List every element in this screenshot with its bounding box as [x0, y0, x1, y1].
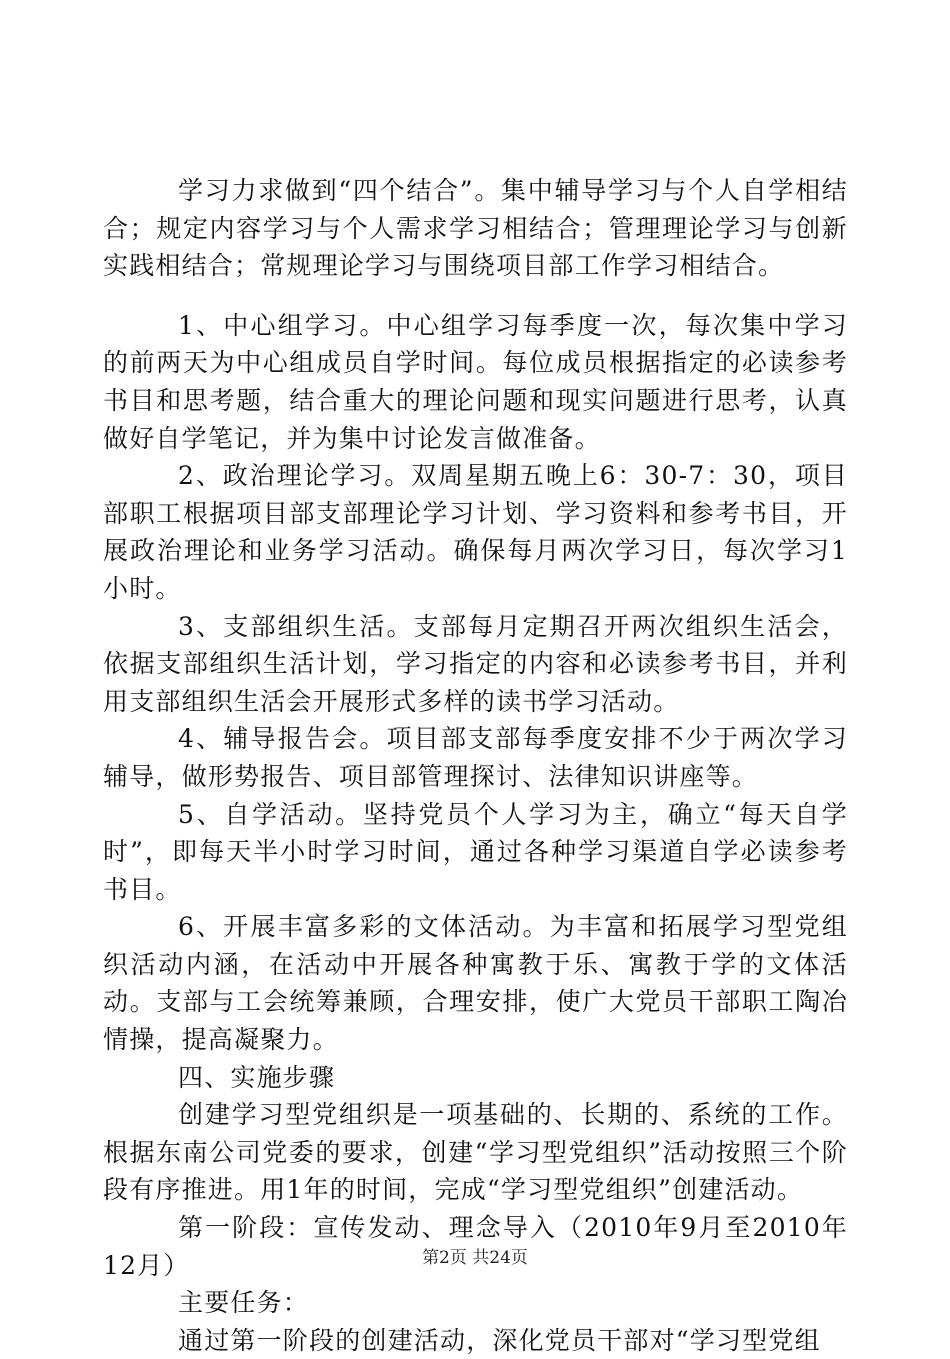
paragraph-phase-one-detail: 通过第一阶段的创建活动，深化党员干部对“学习型党组	[178, 1325, 821, 1355]
paragraph-phase-one: 第一阶段：宣传发动、理念导入（2010年9月至2010年12月）	[103, 1213, 848, 1280]
paragraph-item-6: 6、开展丰富多彩的文体活动。为丰富和拓展学习型党组织活动内涵，在活动中开展各种寓教于乐、寓教于学的文体活动。支部与工会统筹兼顾，合理安排，使广大党员干部职工陶冶情操，提高凝聚力。	[103, 912, 848, 1055]
paragraph-item-5: 5、自学活动。坚持党员个人学习为主，确立“每天自学时”，即每天半小时学习时间，通过各种学习渠道自学必读参考书目。	[103, 799, 848, 904]
paragraph-item-2: 2、政治理论学习。双周星期五晚上6：30-7：30，项目部职工根据项目部支部理论学习计划、学习资料和参考书目，开展政治理论和业务学习活动。确保每月两次学习日，每次学习1小时。	[103, 461, 848, 603]
paragraph-steps-intro: 创建学习型党组织是一项基础的、长期的、系统的工作。根据东南公司党委的要求，创建“学习型党组织”活动按照三个阶段有序推进。用1年的时间，完成“学习型党组织”创建活动。	[103, 1100, 848, 1205]
paragraph-item-1: 1、中心组学习。中心组学习每季度一次，每次集中学习的前两天为中心组成员自学时间。每位成员根据指定的必读参考书目和思考题，结合重大的理论问题和现实问题进行思考，认真做好自学笔记，并为集中讨论发言做准备。	[103, 310, 848, 453]
paragraph-item-4: 4、辅导报告会。项目部支部每季度安排不少于两次学习辅导，做形势报告、项目部管理探讨、法律知识讲座等。	[103, 724, 848, 791]
section-heading-steps: 四、实施步骤	[178, 1062, 336, 1092]
paragraph-item-3: 3、支部组织生活。支部每月定期召开两次组织生活会，依据支部组织生活计划，学习指定的内容和必读参考书目，并利用支部组织生活会开展形式多样的读书学习活动。	[103, 611, 848, 716]
paragraph-four-combinations: 学习力求做到“四个结合”。集中辅导学习与个人自学相结合；规定内容学习与个人需求学习相结合；管理理论学习与创新实践相结合；常规理论学习与围绕项目部工作学习相结合。	[103, 176, 848, 281]
page-number-footer: 第2页 共24页	[422, 1248, 528, 1268]
paragraph-main-tasks-label: 主要任务：	[178, 1288, 310, 1318]
document-body	[103, 172, 848, 1359]
